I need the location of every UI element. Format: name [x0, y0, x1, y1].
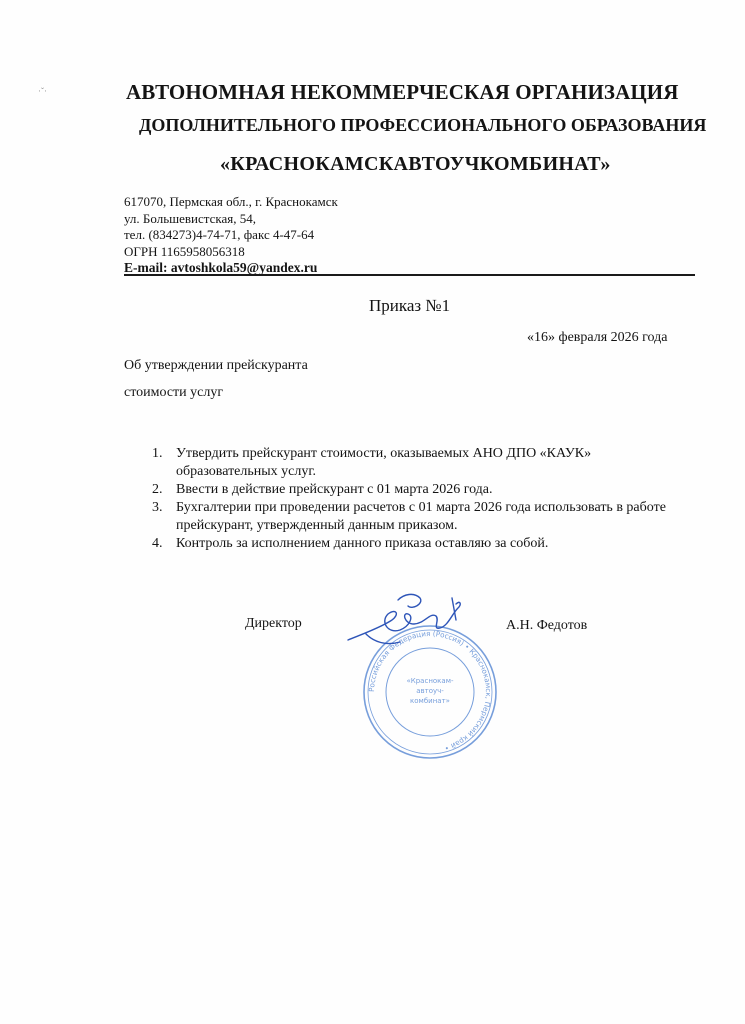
stamp-inner-text-2: автоуч- [416, 687, 444, 695]
order-date: «16» февраля 2026 года [527, 330, 668, 345]
order-item-number: 3. [152, 500, 163, 515]
phone-line: тел. (834273)4-74-71, факс 4-47-64 [124, 227, 315, 242]
order-item [152, 481, 672, 499]
signature-position: Директор [245, 616, 302, 631]
stamp-outer-text: Российская Федерация (Россия) • Краснокамск, Пермский край • [366, 628, 494, 753]
order-item [152, 445, 672, 481]
order-subject-line-2: стоимости услуг [124, 385, 224, 400]
signature-name: А.Н. Федотов [506, 618, 588, 633]
stamp-and-signature [340, 590, 540, 770]
order-subject-line-1: Об утверждении прейскуранта [124, 358, 308, 373]
order-item-text: Утвердить прейскурант стоимости, оказываемых АНО ДПО «КАУК» образовательных услуг. [176, 446, 592, 479]
stamp-inner-text-1: «Краснокам- [406, 677, 454, 685]
order-item-text: Бухгалтерии при проведении расчетов с 01 марта 2026 года использовать в работе прейскурант, утвержденный данным приказом. [176, 500, 666, 533]
order-item [152, 499, 672, 535]
contacts-block [124, 194, 338, 277]
org-name: «КРАСНОКАМСКАВТОУЧКОМБИНАТ» [220, 153, 611, 175]
header-divider [124, 274, 695, 276]
order-item-text: Ввести в действие прейскурант с 01 марта 2026 года. [176, 482, 493, 497]
address-line-2: ул. Большевистская, 54, [124, 210, 256, 226]
ogrn-line: ОГРН 1165958056318 [124, 243, 245, 259]
scan-speck: ·ˇ· [38, 86, 47, 96]
stamp-seal [364, 626, 496, 758]
order-items-list [152, 445, 672, 553]
order-item-number: 1. [152, 446, 163, 461]
email-line: E-mail: avtoshkola59@yandex.ru [124, 260, 318, 275]
order-title: Приказ №1 [369, 296, 451, 315]
order-item-number: 4. [152, 536, 163, 551]
org-education-line: ДОПОЛНИТЕЛЬНОГО ПРОФЕССИОНАЛЬНОГО ОБРАЗОВАНИЯ [139, 115, 707, 135]
order-item [152, 535, 672, 553]
org-type-line: АВТОНОМНАЯ НЕКОММЕРЧЕСКАЯ ОРГАНИЗАЦИЯ [126, 80, 679, 104]
address-line-1: 617070, Пермская обл., г. Краснокамск [124, 194, 338, 209]
order-item-number: 2. [152, 482, 163, 497]
stamp-inner-text-3: комбинат» [410, 697, 450, 705]
order-item-text: Контроль за исполнением данного приказа оставляю за собой. [176, 536, 549, 551]
